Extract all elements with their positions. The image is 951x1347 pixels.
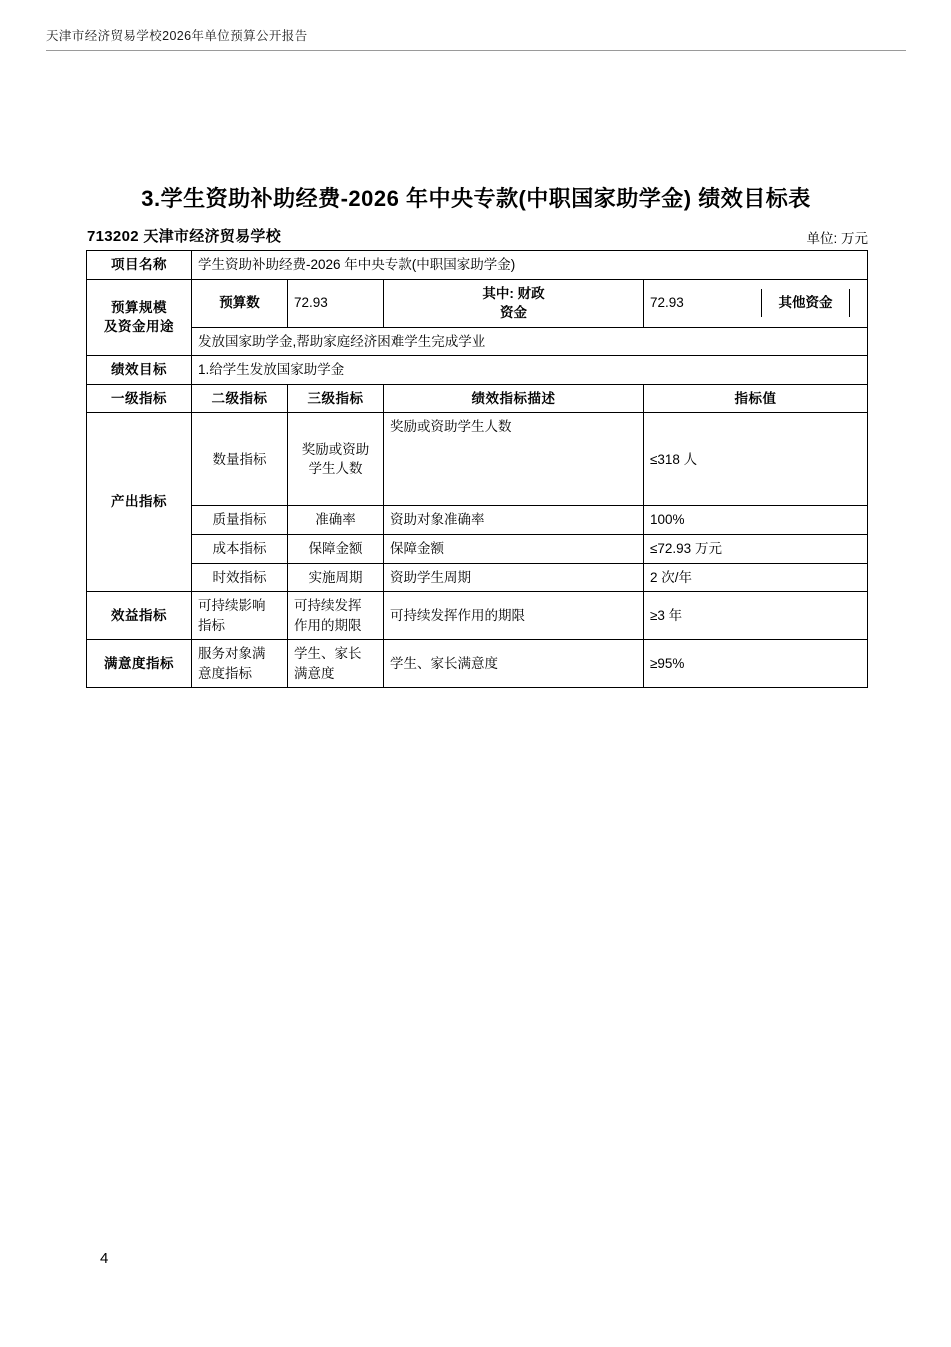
indicator-level3-line2: 学生人数 [308, 461, 363, 477]
indicator-level1-benefit: 效益指标 [87, 592, 192, 640]
column-header-description: 绩效指标描述 [384, 384, 644, 413]
table-row-performance-goal [87, 356, 868, 385]
indicator-level2-timeliness: 时效指标 [192, 563, 288, 592]
project-name-label: 项目名称 [87, 251, 192, 280]
table-row-usage [87, 327, 868, 356]
indicator-value: 100% [644, 506, 868, 535]
indicator-level1-satisfaction: 满意度指标 [87, 640, 192, 688]
indicator-level2-service-object [192, 640, 288, 688]
indicator-level2-line1: 服务对象满 [198, 646, 266, 662]
table-row [87, 413, 868, 506]
fund-usage-value: 发放国家助学金,帮助家庭经济困难学生完成学业 [192, 327, 868, 356]
indicator-description: 资助学生周期 [384, 563, 644, 592]
indicator-description: 学生、家长满意度 [384, 640, 644, 688]
indicator-level3-cycle: 实施周期 [288, 563, 384, 592]
indicator-level3-line2: 满意度 [294, 665, 335, 681]
table-row [87, 640, 868, 688]
among-which-finance-label [384, 279, 644, 327]
indicator-level2-quality: 质量指标 [192, 506, 288, 535]
table-row [87, 563, 868, 592]
column-header-value: 指标值 [644, 384, 868, 413]
indicator-value: 2 次/年 [644, 563, 868, 592]
running-head: 天津市经济贸易学校2026年单位预算公开报告 [46, 29, 308, 43]
indicator-level3-accuracy: 准确率 [288, 506, 384, 535]
indicator-level3-line1: 奖励或资助 [301, 441, 370, 457]
column-header-level2: 二级指标 [192, 384, 288, 413]
among-which-and-other [644, 279, 868, 327]
budget-number-label: 预算数 [192, 279, 288, 327]
indicator-level3-satisfaction [288, 640, 384, 688]
indicator-level3-duration [288, 592, 384, 640]
indicator-level2-cost: 成本指标 [192, 534, 288, 563]
performance-goal-label: 绩效目标 [87, 356, 192, 385]
indicator-level3-line2: 作用的期限 [294, 617, 362, 633]
budget-scale-label [87, 279, 192, 356]
header-divider [46, 50, 906, 51]
indicator-level3-student-count [288, 413, 384, 506]
indicator-level2-line2: 意度指标 [198, 665, 252, 681]
among-which-label-line2: 资金 [500, 305, 527, 321]
table-row [87, 506, 868, 535]
table-header-row [87, 384, 868, 413]
table-row-budget [87, 279, 868, 327]
page-number: 4 [100, 1250, 109, 1267]
unit-label: 单位: 万元 [806, 231, 868, 246]
organization-line: 713202 天津市经济贸易学校 [87, 228, 282, 245]
indicator-level3-line1: 可持续发挥 [294, 598, 362, 614]
indicator-description: 奖励或资助学生人数 [384, 413, 644, 506]
performance-goal-value: 1.给学生发放国家助学金 [192, 356, 868, 385]
budget-scale-label-line2: 及资金用途 [104, 319, 174, 335]
among-which-finance-value: 72.93 [644, 289, 762, 317]
other-funds-label: 其他资金 [762, 289, 850, 317]
table-row [87, 592, 868, 640]
column-header-level1: 一级指标 [87, 384, 192, 413]
indicator-level2-line1: 可持续影响 [198, 598, 266, 614]
indicator-level2-line2: 指标 [198, 617, 225, 633]
budget-scale-label-line1: 预算规模 [111, 299, 167, 315]
project-name-value: 学生资助补助经费-2026 年中央专款(中职国家助学金) [192, 251, 868, 280]
indicator-value: ≥95% [644, 640, 868, 688]
table-row [87, 534, 868, 563]
indicator-value: ≤318 人 [644, 413, 868, 506]
other-funds-value [850, 289, 868, 317]
performance-goal-table [86, 250, 868, 688]
indicator-level1-output: 产出指标 [87, 413, 192, 592]
indicator-level2-quantity: 数量指标 [192, 413, 288, 506]
indicator-level3-amount: 保障金额 [288, 534, 384, 563]
indicator-value: ≥3 年 [644, 592, 868, 640]
indicator-description: 资助对象准确率 [384, 506, 644, 535]
table-row-project-name [87, 251, 868, 280]
column-header-level3: 三级指标 [288, 384, 384, 413]
budget-number-value: 72.93 [288, 279, 384, 327]
performance-table-wrapper [86, 250, 867, 688]
indicator-value: ≤72.93 万元 [644, 534, 868, 563]
indicator-description: 保障金额 [384, 534, 644, 563]
indicator-description: 可持续发挥作用的期限 [384, 592, 644, 640]
indicator-level2-sustainable [192, 592, 288, 640]
among-which-label-line1: 其中: 财政 [482, 285, 545, 301]
indicator-level3-line1: 学生、家长 [294, 646, 362, 662]
page-title: 3.学生资助补助经费-2026 年中央专款(中职国家助学金) 绩效目标表 [141, 186, 811, 211]
